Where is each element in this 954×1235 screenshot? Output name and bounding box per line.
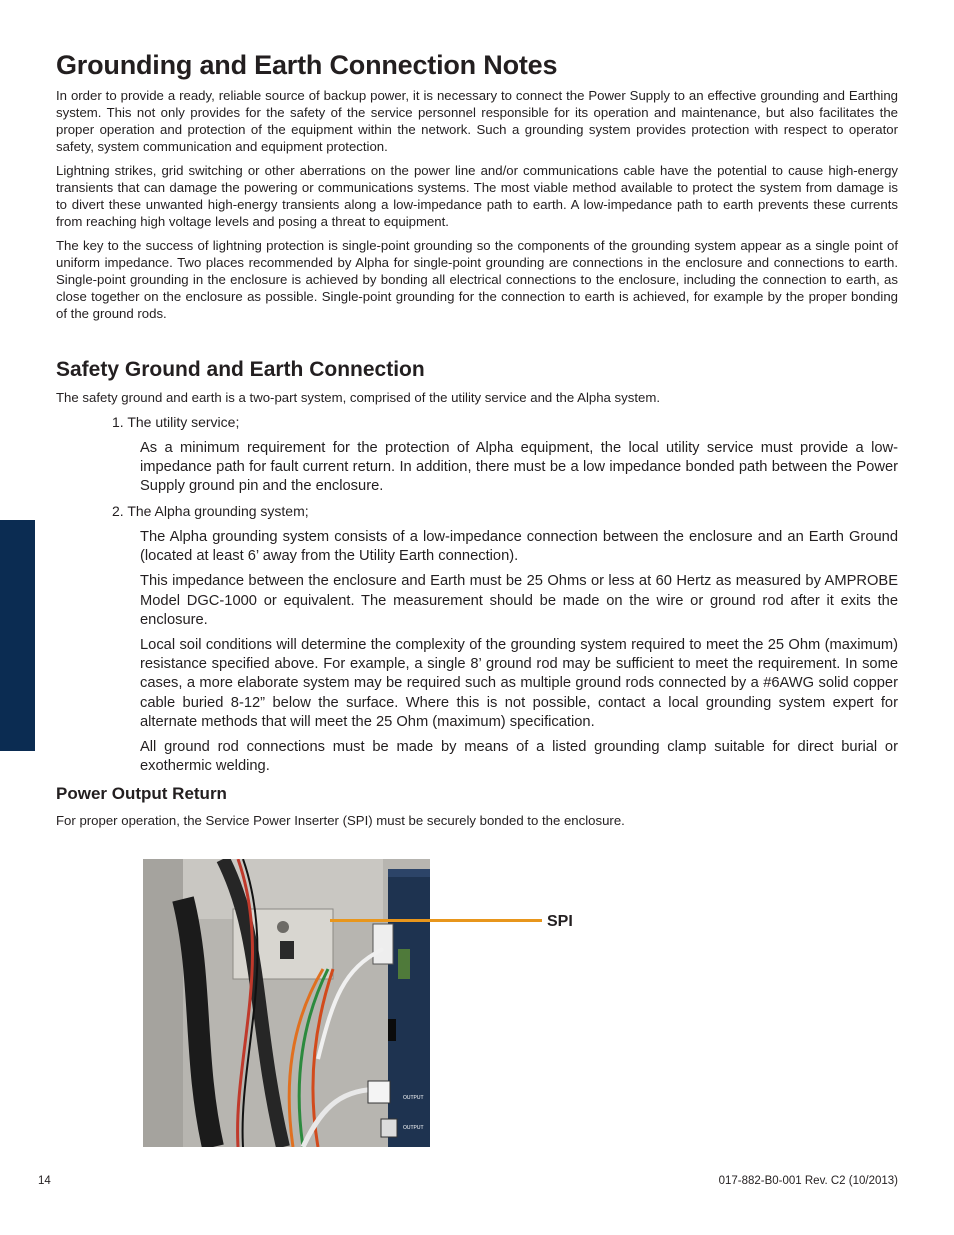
- alpha-grounding-paragraph-1: The Alpha grounding system consists of a low-impedance connection between the enclosure and an Earth Ground (located at least 6’ away from the Utility Earth connection).: [140, 529, 898, 565]
- alpha-grounding-block: [140, 528, 898, 782]
- spi-callout-line: [330, 919, 542, 922]
- panel-label-output-1: OUTPUT: [403, 1095, 424, 1101]
- alpha-grounding-paragraph-4: All ground rod connections must be made by means of a listed grounding clamp suitable for direct burial or exothermic welding.: [140, 739, 898, 775]
- page-title: Grounding and Earth Connection Notes: [56, 50, 558, 80]
- spi-equipment-photo: [143, 859, 430, 1147]
- intro-paragraph-3: The key to the success of lightning protection is single-point grounding so the components of the grounding system appear as a single point of uniform impedance. Two places recommended by Alpha for single-point grounding are connections in the enclosure and connections to earth. Single-point grounding in the enclosure is achieved by bonding all electrical connections to the enclosure, including the connection to earth, as close together on the enclosure as possible. Single-point grounding for the connection to earth is achieved, for example by the proper bonding of the ground rods.: [56, 238, 898, 321]
- power-output-heading: Power Output Return: [56, 784, 227, 803]
- section-side-tab: [0, 520, 35, 751]
- alpha-grounding-paragraph-3: Local soil conditions will determine the complexity of the grounding system required to meet the 25 Ohm (maximum) resistance specified above. For example, a single 8’ ground rod may be sufficient to meet the requirement. In some cases, a more elaborate system may be required such as multiple ground rods connected by a #6AWG solid copper cable buried 8-12” below the surface. Where this is not possible, contact a local grounding system expert for alternate methods that will meet the 25 Ohm (maximum) specification.: [140, 637, 898, 730]
- safety-intro: [56, 389, 898, 406]
- list-item-alpha-grounding: 2. The Alpha grounding system;: [112, 503, 309, 519]
- page-number: 14: [38, 1175, 51, 1187]
- panel-label-output-2: OUTPUT: [403, 1125, 424, 1131]
- list-item-utility-service: 1. The utility service;: [112, 414, 240, 430]
- utility-service-block: [140, 439, 898, 503]
- safety-heading: Safety Ground and Earth Connection: [56, 358, 425, 381]
- spi-panel: [388, 869, 430, 1147]
- alpha-grounding-paragraph-2: This impedance between the enclosure and Earth must be 25 Ohms or less at 60 Hertz as measured by AMPROBE Model DGC-1000 or equivalent. The measurement should be made on the wire or ground rod after it exits the enclosure.: [140, 573, 898, 628]
- utility-service-paragraph: As a minimum requirement for the protection of Alpha equipment, the local utility service must provide a low-impedance path for fault current return. In addition, there must be a low impedance bonded path between the Power Supply ground pin and the enclosure.: [140, 440, 898, 495]
- intro-paragraph-1: In order to provide a ready, reliable source of backup power, it is necessary to connect the Power Supply to an effective grounding and Earthing system. This not only provides for the safety of the service personnel responsible for its operation and maintenance, but also facilitates the proper operation and protection of the equipment within the network. Such a grounding system provides protection with respect to operator safety, system communication and equipment protection.: [56, 88, 898, 154]
- power-output-text: For proper operation, the Service Power Inserter (SPI) must be securely bonded to the enclosure.: [56, 813, 625, 828]
- intro-paragraph-2: Lightning strikes, grid switching or other aberrations on the power line and/or communications cable have the potential to cause high-energy transients that can damage the powering or communications systems. The most viable method available to protect the system from damage is to divert these unwanted high-energy transients along a low-impedance path to earth. A low-impedance path to earth prevents these currents from reaching high voltage levels and posing a threat to equipment.: [56, 163, 898, 229]
- document-id: 017-882-B0-001 Rev. C2 (10/2013): [718, 1175, 898, 1187]
- spi-callout-label: SPI: [547, 913, 573, 930]
- safety-intro-text: The safety ground and earth is a two-part system, comprised of the utility service and the Alpha system.: [56, 390, 660, 405]
- intro-section: [56, 87, 898, 329]
- power-output-section: [56, 812, 898, 829]
